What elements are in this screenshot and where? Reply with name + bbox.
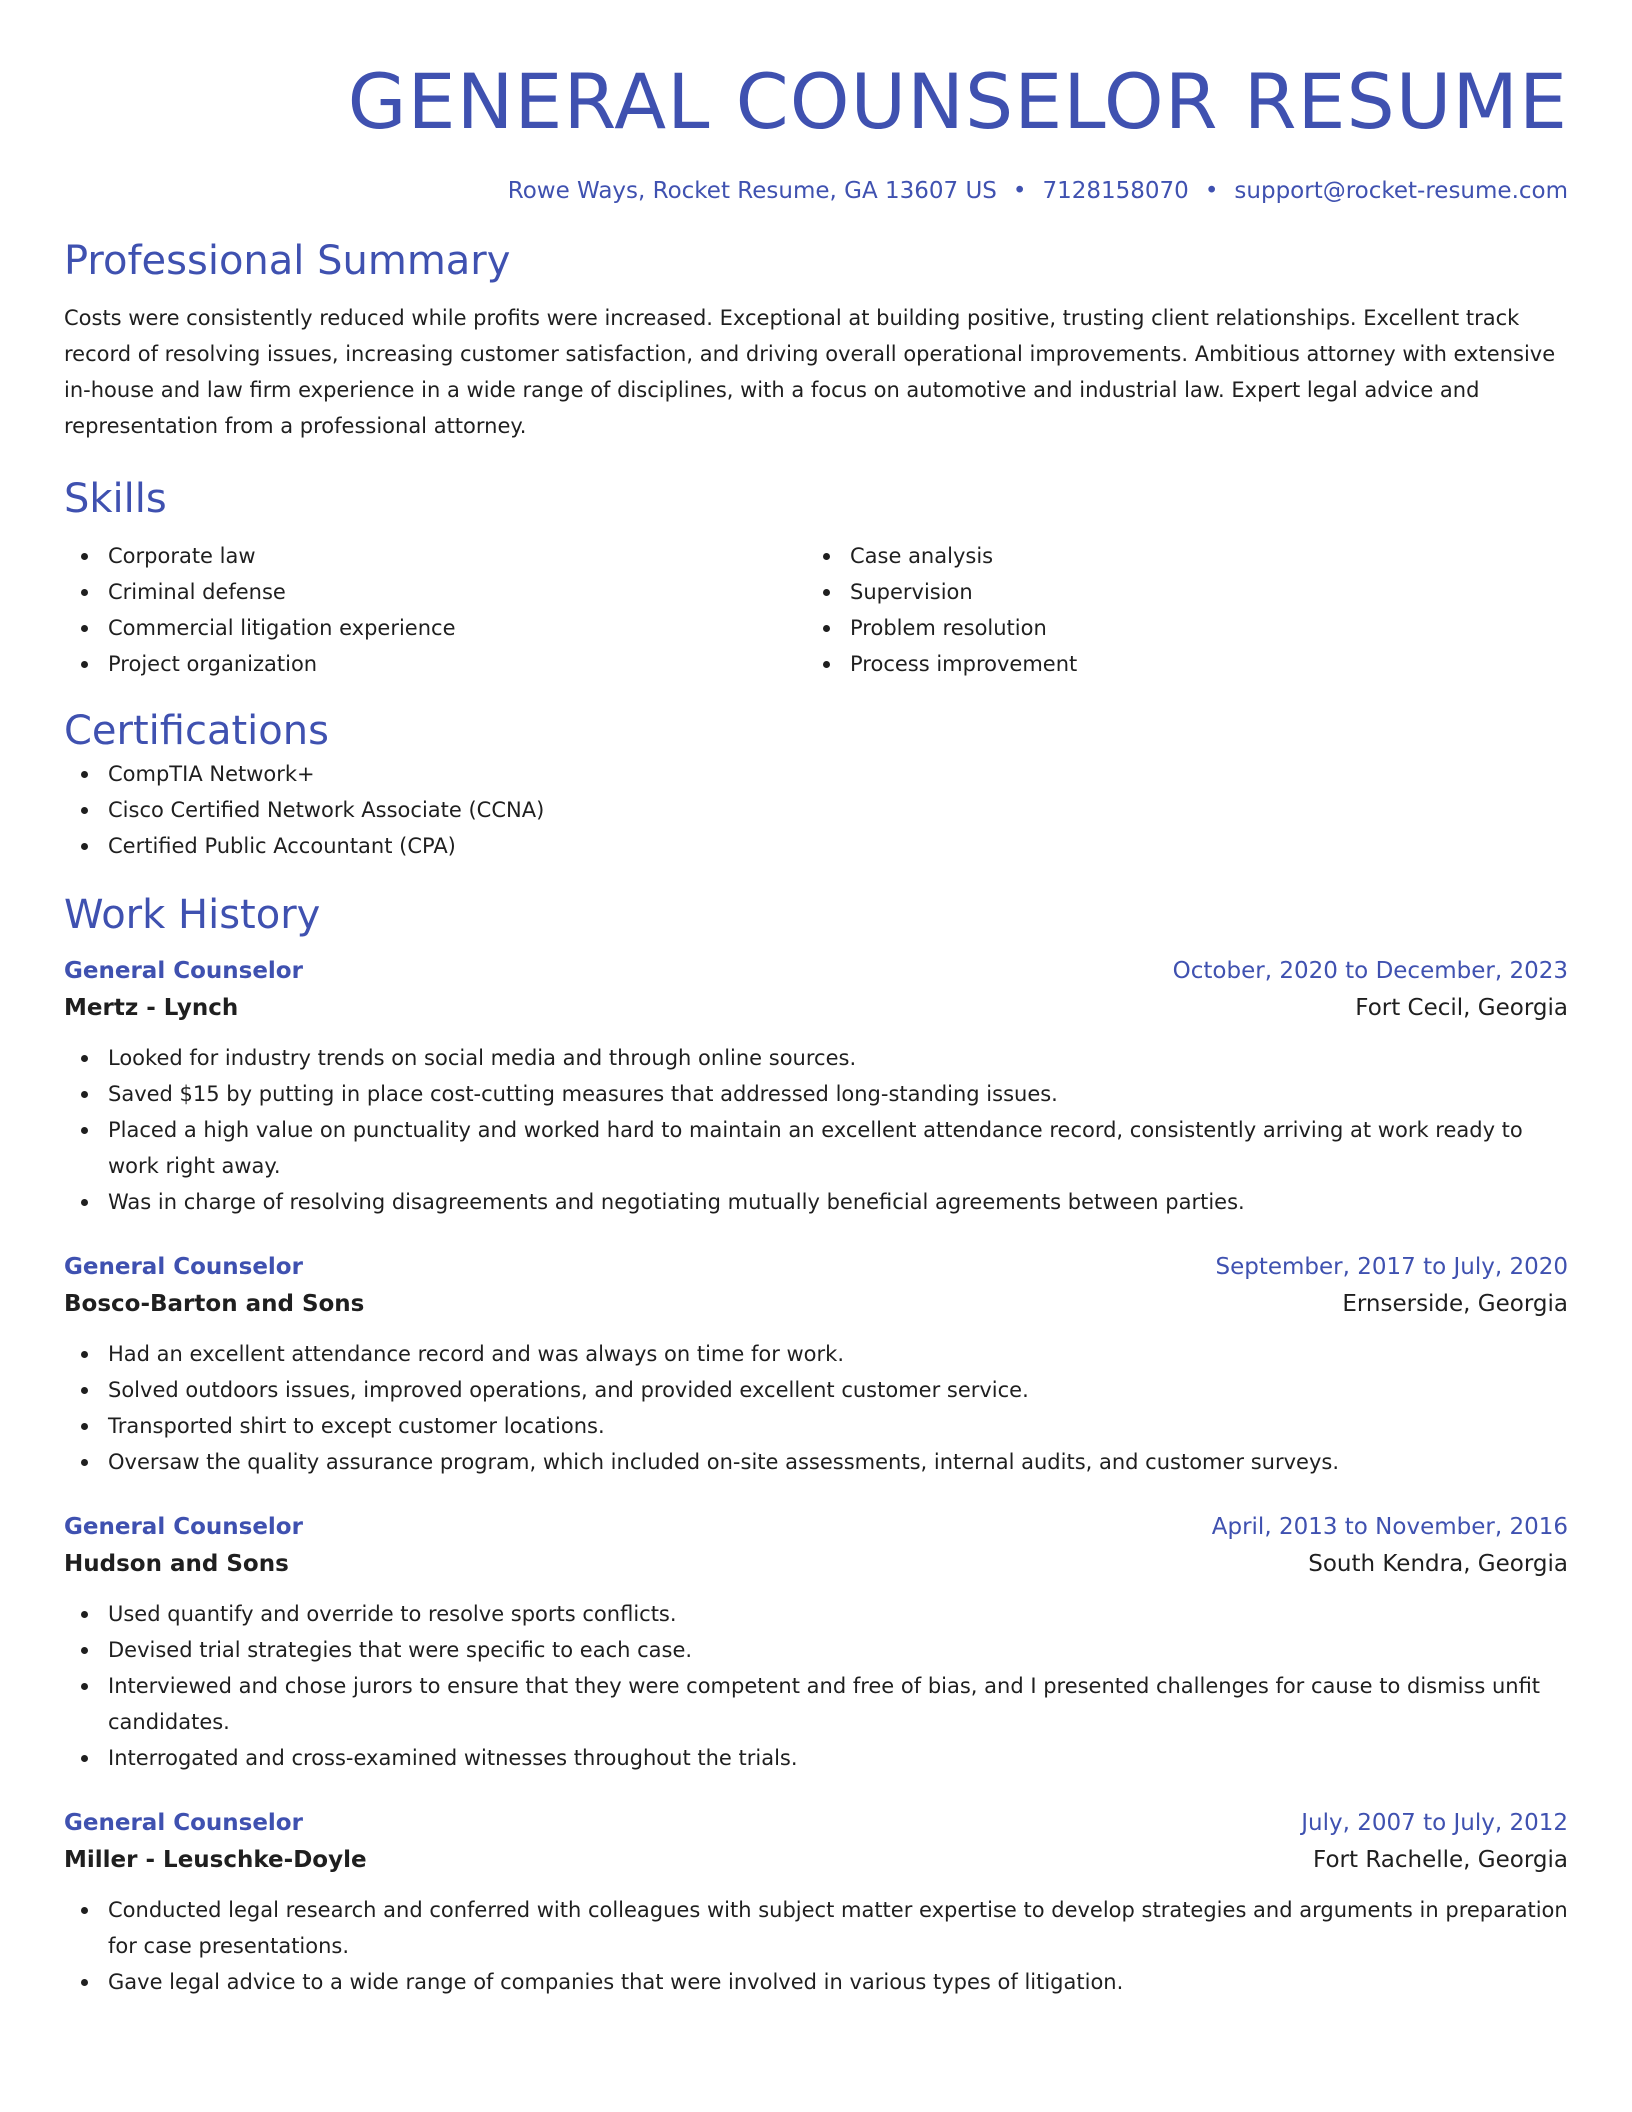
- job-duties-list: [64, 1892, 1568, 2000]
- skill-item: Corporate law: [64, 538, 806, 574]
- job-duty: Gave legal advice to a wide range of companies that were involved in various types of litigation.: [64, 1964, 1568, 2000]
- contact-separator: •: [1204, 178, 1219, 204]
- skill-item: Supervision: [806, 574, 1548, 610]
- job-dates: October, 2020 to December, 2023: [1172, 958, 1568, 984]
- job-company-row: [64, 1840, 1568, 1880]
- job-location: South Kendra, Georgia: [1308, 1551, 1568, 1577]
- contact-phone: 7128158070: [1042, 178, 1189, 204]
- job-duty: Was in charge of resolving disagreements and negotiating mutually beneficial agreements between parties.: [64, 1184, 1568, 1220]
- job-duty: Devised trial strategies that were specific to each case.: [64, 1632, 1568, 1668]
- job-location: Fort Rachelle, Georgia: [1313, 1847, 1568, 1873]
- job-header-row: [64, 1510, 1568, 1544]
- certification-item: CompTIA Network+: [64, 756, 1568, 792]
- job-company: Bosco-Barton and Sons: [64, 1291, 365, 1317]
- job-duty: Interviewed and chose jurors to ensure that they were competent and free of bias, and I presented challenges for cause to dismiss unfit candidates.: [64, 1668, 1568, 1740]
- job-entry: [64, 1806, 1568, 2000]
- job-title: General Counselor: [64, 1514, 303, 1540]
- job-entry: [64, 1510, 1568, 1776]
- job-company-row: [64, 988, 1568, 1028]
- work-history-heading: Work History: [64, 892, 321, 938]
- job-entry: [64, 1250, 1568, 1480]
- skill-item: Criminal defense: [64, 574, 806, 610]
- job-duties-list: [64, 1596, 1568, 1776]
- certification-item: Cisco Certified Network Associate (CCNA): [64, 792, 1568, 828]
- skills-grid: [64, 538, 1568, 682]
- job-duties-list: [64, 1040, 1568, 1220]
- skill-item: Problem resolution: [806, 610, 1548, 646]
- skill-item: Case analysis: [806, 538, 1548, 574]
- job-duty: Placed a high value on punctuality and worked hard to maintain an excellent attendance record, consistently arriving at work ready to work right away.: [64, 1112, 1568, 1184]
- certifications-heading: Certifications: [64, 708, 329, 754]
- job-dates: April, 2013 to November, 2016: [1211, 1514, 1568, 1540]
- job-company-row: [64, 1544, 1568, 1584]
- job-header-row: [64, 1250, 1568, 1284]
- skills-list-right: [806, 538, 1548, 682]
- job-duty: Transported shirt to except customer locations.: [64, 1408, 1568, 1444]
- job-location: Ernserside, Georgia: [1342, 1291, 1568, 1317]
- skills-list-left: [64, 538, 806, 682]
- job-duty: Oversaw the quality assurance program, which included on-site assessments, internal audits, and customer surveys.: [64, 1444, 1568, 1480]
- job-entry: [64, 954, 1568, 1220]
- certification-item: Certified Public Accountant (CPA): [64, 828, 1568, 864]
- job-company-row: [64, 1284, 1568, 1324]
- skills-heading: Skills: [64, 476, 167, 522]
- job-dates: July, 2007 to July, 2012: [1301, 1810, 1568, 1836]
- job-duties-list: [64, 1336, 1568, 1480]
- job-company: Mertz - Lynch: [64, 995, 239, 1021]
- summary-heading: Professional Summary: [64, 238, 511, 284]
- contact-email: support@rocket-resume.com: [1234, 178, 1568, 204]
- job-duty: Used quantify and override to resolve sports conflicts.: [64, 1596, 1568, 1632]
- job-title: General Counselor: [64, 1254, 303, 1280]
- job-duty: Conducted legal research and conferred with colleagues with subject matter expertise to develop strategies and arguments in preparation for case presentations.: [64, 1892, 1568, 1964]
- resume-title: GENERAL COUNSELOR RESUME: [347, 57, 1568, 146]
- job-company: Hudson and Sons: [64, 1551, 289, 1577]
- skill-item: Process improvement: [806, 646, 1548, 682]
- job-header-row: [64, 954, 1568, 988]
- contact-line: [64, 176, 1568, 206]
- job-duty: Interrogated and cross-examined witnesses throughout the trials.: [64, 1740, 1568, 1776]
- job-duty: Solved outdoors issues, improved operations, and provided excellent customer service.: [64, 1372, 1568, 1408]
- job-header-row: [64, 1806, 1568, 1840]
- job-duty: Had an excellent attendance record and was always on time for work.: [64, 1336, 1568, 1372]
- job-location: Fort Cecil, Georgia: [1355, 995, 1568, 1021]
- certifications-list: [64, 756, 1568, 864]
- job-title: General Counselor: [64, 958, 303, 984]
- resume-page: [64, 0, 1568, 2000]
- job-duty: Saved $15 by putting in place cost-cutting measures that addressed long-standing issues.: [64, 1076, 1568, 1112]
- job-dates: September, 2017 to July, 2020: [1215, 1254, 1568, 1280]
- job-company: Miller - Leuschke-Doyle: [64, 1847, 367, 1873]
- skill-item: Commercial litigation experience: [64, 610, 806, 646]
- contact-address: Rowe Ways, Rocket Resume, GA 13607 US: [507, 178, 997, 204]
- summary-text: Costs were consistently reduced while profits were increased. Exceptional at building positive, trusting client relationships. Excellent track record of resolving issues, increasing customer satisfaction, and driving overall operational improvements. Ambitious attorney with extensive in-house and law firm experience in a wide range of disciplines, with a focus on automotive and industrial law. Expert legal advice and representation from a professional attorney.: [64, 306, 1556, 438]
- job-duty: Looked for industry trends on social media and through online sources.: [64, 1040, 1568, 1076]
- contact-separator: •: [1012, 178, 1027, 204]
- job-title: General Counselor: [64, 1810, 303, 1836]
- skill-item: Project organization: [64, 646, 806, 682]
